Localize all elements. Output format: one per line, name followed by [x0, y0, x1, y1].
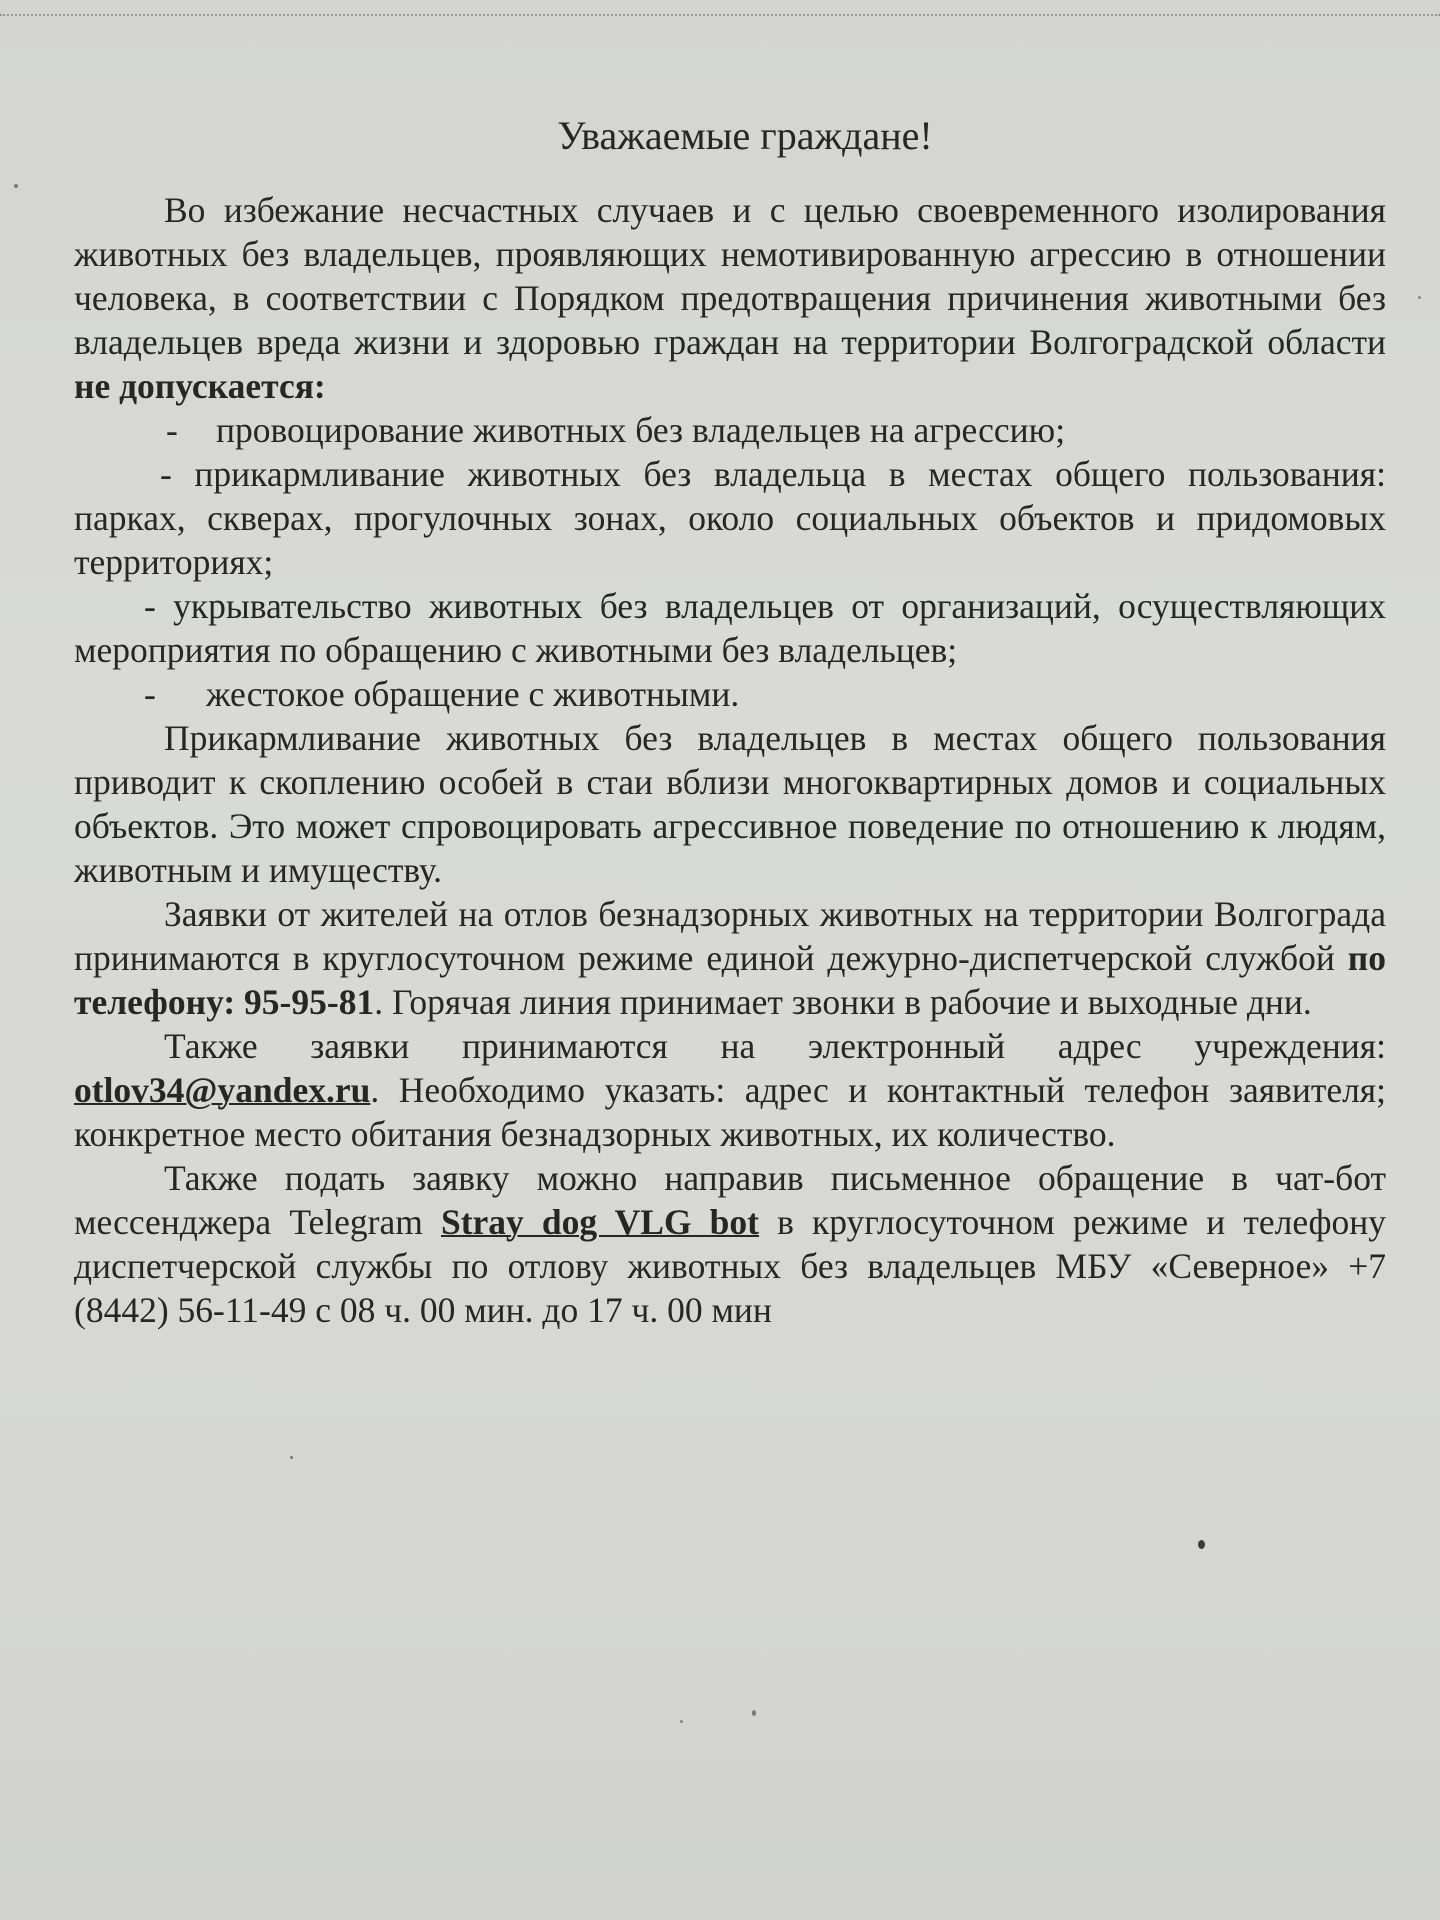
list-item-text: жестокое обращение с животными. [206, 674, 740, 714]
telegram-text-before: Также подать заявку можно направив письменное обращение в чат-бот мессенджера Telegram [74, 1158, 1386, 1242]
phone-paragraph [74, 892, 1386, 1024]
telegram-bot-name: Stray dog VLG bot [440, 1202, 760, 1242]
email-paragraph [74, 1024, 1386, 1156]
intro-text: Во избежание несчастных случаев и с целью своевременного изолирования животных без владельцев, проявляющих немотивированную агрессию в отношении человека, в соответствии с Порядком предотвращения причинения животными без владельцев вреда жизни и здоровью граждан на территории Волгоградской области [74, 190, 1386, 362]
paper-top-edge [0, 0, 1440, 16]
list-item-text: провоцирование животных без владельцев на агрессию; [216, 410, 1066, 450]
list-item-text: - укрывательство животных без владельцев от организаций, осуществляющих мероприятия по обращению с животными без владельцев; [74, 586, 1386, 670]
intro-bold: не допускается: [74, 366, 326, 406]
paper-speck [680, 1720, 683, 1723]
paper-speck [14, 184, 18, 188]
list-item [74, 408, 1386, 452]
feeding-paragraph: Прикармливание животных без владельцев в местах общего пользования приводит к скоплению особей в стаи вблизи многоквартирных домов и социальных объектов. Это может спровоцировать агрессивное поведение по отношению к людям, животным и имуществу. [74, 718, 1386, 890]
phone-text-after: . Горячая линия принимает звонки в рабочие и выходные дни. [374, 982, 1312, 1022]
paper-speck [1418, 296, 1421, 299]
list-item [74, 672, 1386, 716]
notice-document [74, 110, 1386, 1332]
list-dash: - [166, 410, 178, 450]
list-item [74, 452, 1386, 584]
hotline-phone: по телефону: 95-95-81 [74, 938, 1386, 1022]
telegram-text-after: в круглосуточном режиме и телефону диспетчерской службы по отлову животных без владельцев МБУ «Северное» +7 (8442) 56-11-49 с 08 ч. 00 мин. до 17 ч. 00 мин [74, 1202, 1387, 1330]
email-text-before: Также заявки принимаются на электронный адрес учреждения: [164, 1026, 1386, 1066]
notice-title: Уважаемые граждане! [557, 113, 933, 158]
telegram-paragraph [74, 1156, 1386, 1332]
email-text-after: . Необходимо указать: адрес и контактный телефон заявителя; конкретное место обитания безнадзорных животных, их количество. [74, 1070, 1386, 1154]
list-item-text: - прикармливание животных без владельца в местах общего пользования: парках, скверах, прогулочных зонах, около социальных объектов и придомовых территориях; [74, 454, 1386, 582]
intro-paragraph [74, 188, 1386, 408]
list-dash: - [144, 674, 156, 714]
paper-speck [1198, 1540, 1205, 1549]
phone-text-before: Заявки от жителей на отлов безнадзорных животных на территории Волгограда принимаются в круглосуточном режиме единой дежурно-диспетчерской службой [74, 894, 1386, 978]
list-item [74, 584, 1386, 672]
paper-speck [290, 1456, 293, 1459]
paper-speck [752, 1710, 756, 1716]
email-address: otlov34@yandex.ru [74, 1070, 371, 1110]
